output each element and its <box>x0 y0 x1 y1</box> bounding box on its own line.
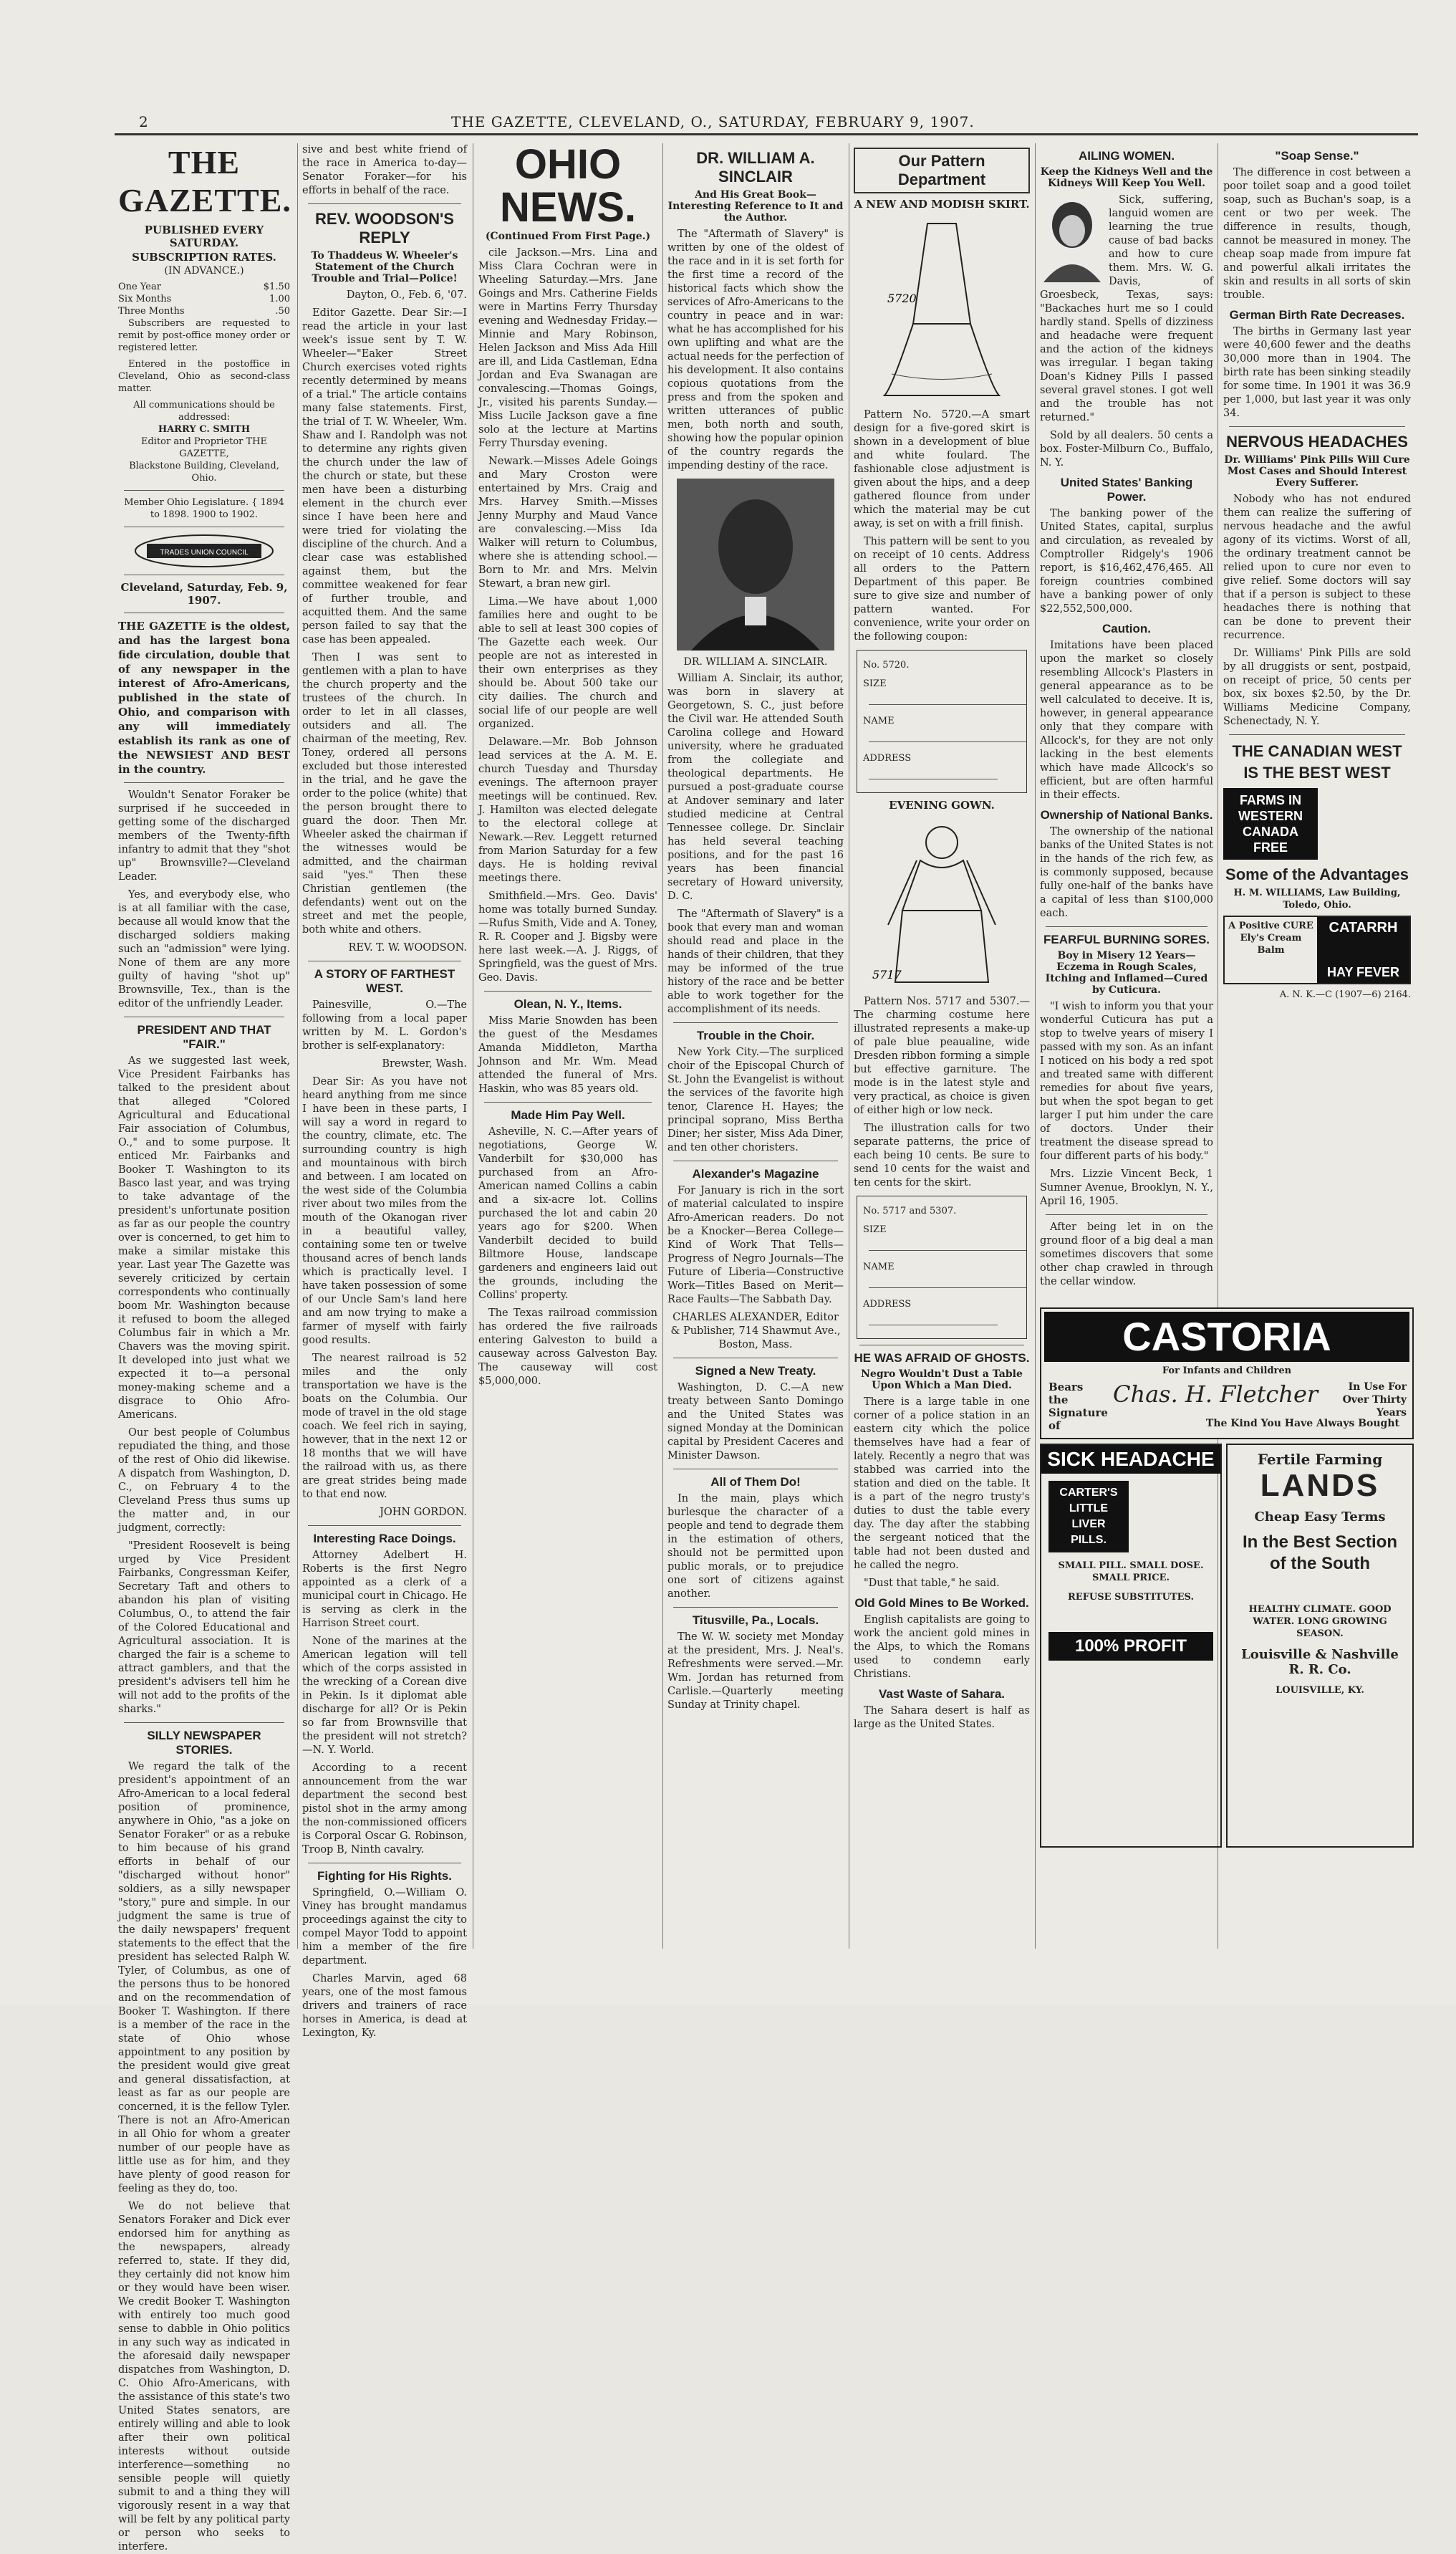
coupon-name-label: NAME <box>863 716 895 726</box>
article-paragraph: After being let in on the ground floor of a big deal a man sometimes discovers that some other chap crawled in through the cellar window. <box>1040 1221 1213 1287</box>
pattern-department-title: Our Pattern Department <box>897 152 986 188</box>
rate-term: Three Months <box>118 306 185 317</box>
advantages-headline: Some of the Advantages <box>1225 865 1409 883</box>
coupon-size-label: SIZE <box>863 1224 887 1235</box>
article-paragraph: The Sahara desert is half as large as the United States. <box>854 1705 1030 1730</box>
editor-name: HARRY C. SMITH <box>158 424 251 435</box>
article-paragraph: We regard the talk of the president's appointment of an Afro-American to a local federal position of prominence, anywhere in Ohio, "as a joke on Senator Foraker" or as a rebuke to him because of his grand efforts in behalf of our "discharged without honor" soldiers, as a silly newspaper "story," pure and simple. In our judgment the same is true of the daily newspapers' frequent statements to the effect that the president has selected Ralph W. Tyler, of Columbus, as one of the persons thus to be honored and on the recommendation of Booker T. Washington. If there is a member of the race in the state of Ohio whose appointment to any position by the president would give great and general dissatisfaction, at least as far as our people are concerned, it is the fellow Tyler. There is not an Afro-American in all Ohio for whom a greater number of our people have as little use as for him, and they have plenty of good reason for feeling as they do, too. <box>118 1761 290 2194</box>
article-paragraph: The difference in cost between a poor toilet soap and a good toilet soap, such as Buchan's soap, is a cent or two per week. The difference in results, though, cannot be measured in money. The cheap soap made from impure fat and powerful alkali irritates the skin and results in all sorts of skin trouble. <box>1223 167 1411 301</box>
article-paragraph: English capitalists are going to work the ancient gold mines in the Alps, to which the Romans used to condemn early Christians. <box>854 1614 1030 1680</box>
article-headline: A NEW AND MODISH SKIRT. <box>854 198 1030 211</box>
portrait-caption: DR. WILLIAM A. SINCLAIR. <box>683 656 828 668</box>
article-paragraph: The W. W. society met Monday at the president, Mrs. J. Neal's. Refreshments were served.—Mr. Wm. Jordan has returned from Carlisle.—Quarterly meeting Sunday at Trinity chapel. <box>667 1631 844 1711</box>
article-headline: Caution. <box>1102 622 1151 635</box>
article-paragraph: Pattern Nos. 5717 and 5307.—The charming costume here illustrated represents a make-up of pale blue peaualine, wide Dresden ribbon forming a simple but effective garniture. The mode is in the latest style and very practical, as choice is given of either high or low neck. <box>854 996 1030 1116</box>
advertiser-line: H. M. WILLIAMS, Law Building, Toledo, Ohio. <box>1233 888 1401 911</box>
top-rule <box>115 133 1418 135</box>
article-headline: Made Him Pay Well. <box>511 1108 625 1122</box>
coupon-address-label: ADDRESS <box>863 1299 912 1310</box>
article-headline: A STORY OF FARTHEST WEST. <box>314 967 455 995</box>
coupon-address-label: ADDRESS <box>863 753 912 764</box>
fertile-lands-ad <box>1226 1444 1414 1848</box>
article-subhead: (Continued From First Page.) <box>485 231 651 242</box>
article-paragraph: Imitations have been placed upon the market so closely resembling Allcock's Plasters in general appearance as to be well calculated to deceive. It is, however, in general appearance only that they compare with Allcock's, for they are not only lacking in the best elements which have made Allcock's so efficient, but are often harmful in their effects. <box>1040 640 1213 801</box>
article-paragraph: Newark.—Misses Adele Goings and Mary Croston were entertained by Mrs. Craig and Mrs. Harvey Smith.—Misses Jenny Murphy and Maud Vance are convalescing.—Miss Ida Walker will return to Columbus, where she is attending school.—Born to Mr. and Mrs. Melvin Stewart, a bran new girl. <box>478 456 657 590</box>
page-title: THE GAZETTE, CLEVELAND, O., SATURDAY, FEBRUARY 9, 1907. <box>451 113 975 130</box>
article-headline: Fighting for His Rights. <box>317 1869 452 1883</box>
best-section-label: In the Best Section of the South <box>1242 1532 1398 1573</box>
article-paragraph: Washington, D. C.—A new treaty between Santo Domingo and the United States was signed Monday at the Dominican capital by President Caceres and Minister Dawson. <box>667 1382 844 1461</box>
editor-address: Blackstone Building, Cleveland, Ohio. <box>129 461 279 484</box>
article-headline: Olean, N. Y., Items. <box>514 997 622 1011</box>
column-divider <box>297 143 298 1949</box>
paper-name: THE GAZETTE. <box>118 144 291 219</box>
article-paragraph: "Dust that table," he said. <box>864 1578 1000 1589</box>
article-paragraph: Pattern No. 5720.—A smart design for a five-gored skirt is shown in a development of blue and white foulard. The fashionable close adjustment is given about the hips, and a deep gathered flounce from under which the material may be cut away, is set on with a frill finish. <box>854 409 1030 529</box>
cure-label: A Positive CURE <box>1228 921 1313 931</box>
article-paragraph: According to a recent announcement from the war department the second best pistol shot in the army among the non-commissioned officers is Corporal Oscar G. Robinson, Troop B, Ninth cavalry. <box>302 1762 467 1856</box>
cheap-label: Cheap Easy Terms <box>1254 1509 1386 1525</box>
article-paragraph: Dayton, O., Feb. 6, '07. <box>346 289 467 301</box>
gown-number: 5717 <box>872 968 902 981</box>
article-subhead: Keep the Kidneys Well and the Kidneys Will Keep You Well. <box>1040 166 1213 189</box>
article-headline: SILLY NEWSPAPER STORIES. <box>147 1729 261 1757</box>
article-headline: Alexander's Magazine <box>692 1167 819 1181</box>
dateline: Cleveland, Saturday, Feb. 9, 1907. <box>120 581 288 607</box>
article-headline: Vast Waste of Sahara. <box>878 1687 1006 1701</box>
article-paragraph: The "Aftermath of Slavery" is written by one of the oldest of the race and in it is set forth for the first time a record of the historical facts which show the services of Afro-Americans to the country in peace and in war: what he has accomplished for his own uplifting and what are the actual needs for the perfection of his development. It also contains copious quotations from the press and from the spoken and written utterances of public men, both north and south, showing how the popular opinion of the country regards the impending destiny of the race. <box>667 229 844 471</box>
ohio-news-headline: OHIO NEWS. <box>499 141 637 231</box>
pattern-coupon[interactable] <box>857 650 1027 793</box>
union-label-icon <box>132 533 276 569</box>
rate-term: Six Months <box>118 294 172 304</box>
article-paragraph: As we suggested last week, Vice President Fairbanks has talked to the president about that alleged "Colored Agricultural and Educational Fair association of Columbus, O.," and to some purpose. It enticed Mr. Fairbanks and Booker T. Washington to its Basco last year, and was trying to take advantage of the president's unfortunate position as far as our people the country over is concerned, to get him to make a similar mistake this year. Last year The Gazette was severely criticized by certain correspondents who continually boom Mr. Washington because it refused to boom the alleged Columbus fair in which a Mr. Chavers was the moving spirit. It developed into just what we expected it to—a personal money-making scheme and a disgrace to Ohio Afro-Americans. <box>118 1055 290 1421</box>
article-headline: FEARFUL BURNING SORES. <box>1043 933 1210 946</box>
article-paragraph: Sold by all dealers. 50 cents a box. Foster-Milburn Co., Buffalo, N. Y. <box>1040 430 1213 469</box>
evening-gown-illustration <box>867 817 1017 989</box>
article-headline: Trouble in the Choir. <box>696 1029 815 1042</box>
editor-title: Editor and Proprietor THE GAZETTE, <box>140 436 267 459</box>
coupon-number: No. 5717 and 5307. <box>863 1206 957 1216</box>
article-paragraph: Charles Marvin, aged 68 years, one of the most famous drivers and trainers of race horses in America, is dead at Lexington, Ky. <box>302 1973 467 2039</box>
article-paragraph: Attorney Adelbert H. Roberts is the first Negro appointed as a clerk of a municipal court in Chicago. He is serving as clerk in the Harrison Street court. <box>302 1550 467 1629</box>
catarrh-ad <box>1223 916 1411 984</box>
circulation-claim: THE GAZETTE is the oldest, and has the largest bona fide circulation, double that of any newspaper in the interest of Afro-Americans, published in the state of Ohio, and comparison with any will immediately establish its rank as one of the NEWSIEST AND BEST in the country. <box>118 620 290 776</box>
article-paragraph: This pattern will be sent to you on receipt of 10 cents. Address all orders to the Pattern Department of this paper. Be sure to give size and number of pattern wanted. For convenience, write your order on the following coupon: <box>854 536 1030 643</box>
article-paragraph: None of the marines at the American legation will tell which of the corps assisted in the wrecking of a Corean dive in Pekin. Is it diplomat able discharge for all? Or is Pekin so far from Brownsville that the president will not stretch?—N. Y. World. <box>302 1636 467 1756</box>
article-paragraph: The Texas railroad commission has ordered the five railroads entering Galveston to build a causeway across Galveston Bay. The causeway will cost $5,000,000. <box>478 1307 657 1387</box>
rate-term: One Year <box>118 282 161 292</box>
article-headline: EVENING GOWN. <box>889 799 995 812</box>
article-paragraph: Our best people of Columbus repudiated the thing, and those of the rest of Ohio did likewise. A dispatch from Washington, D. C., on February 4 to the Cleveland Press thus sums up the matter and, in our judgment, correctly: <box>118 1427 290 1534</box>
article-paragraph: For January is rich in the sort of material calculated to inspire Afro-American readers. Do not be a Knocker—Berea College—Kind of Work That Tells—Progress of Negro Journals—The Future of Liberia—Constructive Work—Titles Based on Merit—Race Faults—The Sabbath Day. <box>667 1185 844 1305</box>
sick-headache-ad <box>1040 1444 1222 1848</box>
hayfever-label: HAY FEVER <box>1326 965 1400 979</box>
article-paragraph: Lima.—We have about 1,000 families here and ought to be able to sell at least 300 copies of The Gazette each week. Our people are not as interested in their own enterprises as they should be. About 500 take our city dailies. The church and social life of our people are well organized. <box>478 596 657 730</box>
subscription-rates-heading: SUBSCRIPTION RATES. <box>132 251 276 264</box>
union-label-text: TRADES UNION COUNCIL <box>160 549 249 557</box>
article-paragraph: Wouldn't Senator Foraker be surprised if he succeeded in getting some of the discharged members of the Twenty-fifth infantry to admit that they "shot up" Brownsville?—Cleveland Leader. <box>118 789 290 883</box>
farms-ad-block: FARMS IN WESTERN CANADA FREE <box>1223 788 1318 860</box>
publish-schedule: PUBLISHED EVERY SATURDAY. <box>144 224 264 249</box>
castoria-signature: Chas. H. Fletcher <box>1113 1381 1318 1408</box>
article-paragraph: New York City.—The surpliced choir of the Episcopal Church of St. John the Evangelist is without the services of the favorite high tenor, Clarence H. Hayes; the principal soprano, Miss Bertha Diner; her sister, Miss Ada Diner, and ten other choristers. <box>667 1047 844 1153</box>
profit-badge: 100% PROFIT <box>1048 1632 1213 1661</box>
carters-label: CARTER'S LITTLE LIVER PILLS. <box>1048 1481 1129 1552</box>
article-headline: AILING WOMEN. <box>1078 149 1175 163</box>
rates-table <box>118 281 290 317</box>
coupon-size-label: SIZE <box>863 678 887 689</box>
pattern-department-banner <box>854 148 1030 193</box>
small-pill-line: SMALL PILL. SMALL DOSE. SMALL PRICE. <box>1058 1560 1204 1583</box>
column-4 <box>667 143 844 1956</box>
article-paragraph: The illustration calls for two separate patterns, the price of each being 10 cents. Be sure to send 10 cents for the waist and ten cents for the skirt. <box>854 1123 1030 1189</box>
article-paragraph: Smithfield.—Mrs. Geo. Davis' home was totally burned Sunday.—Rufus Smith, Vide and A. Toney, R. R. Cooper and J. Bigsby were here last week.—A. J. Riggs, of Springfield, was the guest of Mrs. Geo. Davis. <box>478 890 657 984</box>
skirt-illustration <box>870 216 1013 403</box>
refuse-line: REFUSE SUBSTITUTES. <box>1067 1592 1194 1603</box>
article-headline: Interesting Race Doings. <box>313 1532 456 1545</box>
article-paragraph: Delaware.—Mr. Bob Johnson lead services at the A. M. E. church Tuesday and Thursday evenings. The afternoon prayer meetings will be continued. Rev. J. Hamilton was elected delegate to the electoral college at Newark.—Rev. Leggett returned from Marion Saturday for a few days. He is holding revival meetings there. <box>478 736 657 884</box>
article-paragraph: There is a large table in one corner of a police station in an eastern city which the police themselves have had a fear of lately. Recently a negro that was stabbed was carried into the station and died on the table. It is a part of the negro trusty's duties to dust the table every day. The day after the stabbing the sergeant noticed that the table had not been dusted and he called the negro. <box>854 1396 1030 1571</box>
coupon-size-field[interactable] <box>869 1250 1026 1251</box>
article-headline: Titusville, Pa., Locals. <box>692 1613 819 1627</box>
article-headline: "Soap Sense." <box>1275 149 1359 163</box>
woman-portrait-image <box>1040 196 1104 282</box>
article-paragraph: The banking power of the United States, capital, surplus and circulation, as revealed by Comptroller Ridgely's 1906 report, is $16,462,476,465. All foreign countries combined have a banking power of only $22,552,500,000. <box>1040 508 1213 615</box>
castoria-ad <box>1040 1307 1414 1439</box>
article-paragraph: We do not believe that Senators Foraker and Dick ever endorsed him for anything as the newspapers, already referred to, state. If they did, they certainly did not know him or they would have been wiser. We credit Booker T. Washington with entirely too much good sense to dabble in Ohio politics in any such way as indicated in the aforesaid daily newspaper dispatches from Washington, D. C. Ohio Afro-Americans, with the assistance of this state's two United States senators, are entirely willing and able to look after their own political interests without outside interference—something no sensible people will quietly submit to and a thing they will vigorously resent in a way that will be felt by any political party or person who seeks to interfere. <box>118 2201 290 2553</box>
column-1 <box>118 143 291 2553</box>
masthead <box>136 113 1411 130</box>
coupon-number: No. 5720. <box>863 660 910 671</box>
fertile-label: Fertile Farming <box>1257 1451 1383 1468</box>
article-signature: REV. T. W. WOODSON. <box>348 942 467 954</box>
article-paragraph: Sick, suffering, languid women are learning the true cause of bad backs and how to cure them. Mrs. W. G. Davis, of Groesbeck, Texas, says: "Backaches hurt me so I could hardly stand. Spells of dizziness and headache were frequent and the action of the kidneys was irregular. I began taking Doan's Kidney Pills I passed several gravel stones. I got well and the trouble has not returned." <box>1040 194 1213 423</box>
article-paragraph: Dr. Williams' Pink Pills are sold by all druggists or sent, postpaid, on receipt of price, 50 cents per box, six boxes $2.50, by the Dr. Williams Medicine Company, Schenectady, N. Y. <box>1223 648 1411 727</box>
article-paragraph: Yes, and everybody else, who is at all familiar with the case, because all would know that the discharged soldiers making such an "admission" were lying. None of them are any more guilty of having "shot up" Brownsville, Tex., than is the editor of the unfriendly Leader. <box>118 889 290 1009</box>
coupon-name-label: NAME <box>863 1262 895 1272</box>
canadian-west-headline: THE CANADIAN WEST IS THE BEST WEST <box>1232 742 1402 782</box>
article-subhead: And His Great Book—Interesting Reference to It and the Author. <box>667 189 844 224</box>
article-headline: PRESIDENT AND THAT "FAIR." <box>137 1023 271 1051</box>
catarrh-label: CATARRH <box>1329 920 1398 936</box>
article-paragraph: In the main, plays which burlesque the character of a people and tend to degrade them in the estimation of others, should not be permitted upon public morals, or to prejudice one sort of citizens against another. <box>667 1493 844 1600</box>
coupon-name-field[interactable] <box>869 1287 1026 1288</box>
article-paragraph: Asheville, N. C.—After years of negotiations, George W. Vanderbilt for $30,000 has purchased from an Afro-American named Collins a cabin and a six-acre lot. Collins purchased the lot and cabin 20 years ago for $200. When Vanderbilt decided to build Biltmore House, landscape gardeners and engineers laid out the grounds, including the Collins' property. <box>478 1126 657 1301</box>
member-line: Member Ohio Legislature. { 1894 to 1898. 1900 to 1902. <box>124 497 284 520</box>
lands-label: LANDS <box>1260 1468 1380 1503</box>
article-headline: German Birth Rate Decreases. <box>1229 308 1405 322</box>
skirt-number: 5720 <box>887 292 917 305</box>
article-headline: United States' Banking Power. <box>1060 476 1193 504</box>
article-paragraph: Painesville, O.—The following from a local paper written by M. L. Gordon's brother is self-explanatory: <box>302 999 467 1052</box>
article-paragraph: Dear Sir: As you have not heard anything from me since I have been in these parts, I will say a word in regard to the country, climate, etc. The surrounding country is high and mountainous with birch and between. I am located on the west side of the Columbia river about two miles from the mouth of the Okanogan river in a beautiful valley, containing some ten or twelve thousand acres of bench lands which is practically level. I have taken possession of some of our Uncle Sam's land here and am now trying to make a farmer of myself with fairly good results. <box>302 1076 467 1346</box>
article-paragraph: Springfield, O.—William O. Viney has brought mandamus proceedings against the city to compel Mayor Todd to appoint him a member of the fire department. <box>302 1887 467 1967</box>
ank-line: A. N. K.—C (1907—6) 2164. <box>1279 989 1411 1000</box>
article-paragraph: "President Roosevelt is being urged by Vice President Fairbanks, Congressman Keifer, Secretary Taft and others to abandon his plan of visiting Columbus, O., to attend the fair of the Colored Educational and Agricultural association. It is charged the fair is a scheme to attract gamblers, and that the president's advisers tell him he will not add to the profits of the sharks." <box>118 1540 290 1715</box>
castoria-title: CASTORIA <box>1044 1312 1409 1362</box>
castoria-years: In Use For Over Thirty Years <box>1342 1381 1407 1418</box>
castoria-subtitle: For Infants and Children <box>1162 1365 1292 1376</box>
article-paragraph: cile Jackson.—Mrs. Lina and Miss Clara Cochran were in Wheeling Saturday.—Mrs. Jane Goings and Mrs. Catherine Fields were in Martins Ferry Thursday evening and Wednesday Friday.—Minnie and Mary Robinson, Helen Jackson and Miss Ada Hill are ill, and Lida Castleman, Edna Jordan and Eva Swanagan are convalescing.—Thomas Goings, Jr., visited his parents Sunday.—Miss Lucile Jackson gave a fine solo at the lecture at Martins Ferry Thursday evening. <box>478 247 657 449</box>
article-subhead: To Thaddeus W. Wheeler's Statement of the Church Trouble and Trial—Police! <box>311 250 458 284</box>
postoffice-notice: Entered in the postoffice in Cleveland, Ohio as second-class matter. <box>118 359 290 394</box>
louisville-line: LOUISVILLE, KY. <box>1276 1685 1364 1696</box>
article-paragraph: The nearest railroad is 52 miles and the only transportation we have is the boats on the Columbia. Our mode of travel in the old stage coach. We feel rich in saying, however, that in the next 12 or 18 months that we will have the railroad with us, as there are great strides being made to that end now. <box>302 1353 467 1500</box>
railroad-name: Louisville & Nashville R. R. Co. <box>1241 1647 1399 1677</box>
article-subhead: Dr. Williams' Pink Pills Will Cure Most Cases and Should Interest Every Sufferer. <box>1224 454 1410 489</box>
coupon-size-field[interactable] <box>869 704 1026 705</box>
castoria-bought: The Kind You Have Always Bought <box>1205 1418 1399 1429</box>
article-paragraph: Nobody who has not endured them can realize the suffering of nervous headache and the awful agony of its victims. Worst of all, the ordinary treatment cannot be relied upon to cure nor even to give relief. Some doctors will say that if a person is subject to these headaches there is nothing that can be done to prevent their recurrence. <box>1223 494 1411 641</box>
portrait-image <box>677 479 834 650</box>
rate-price: 1.00 <box>269 294 290 304</box>
column-2 <box>302 143 467 2039</box>
article-paragraph: The "Aftermath of Slavery" is a book that every man and woman should read and place in the hands of their children, that they may be informed of the true history of the race and be better able to work together for the accomplishment of its needs. <box>667 908 844 1015</box>
castoria-bears: Bears the Signature of <box>1048 1381 1108 1432</box>
article-paragraph: Then I was sent to gentlemen with a plan to have the church property and the trustees of the church. In order to let in all classes, outsiders and all. The chairman of the meeting, Rev. Toney, ordered all persons excluded but those interested in the trial, and he gave the order to the police (white) that the person brought there to guard the door. Then Mr. Wheeler asked the chairman if the witnesses would be admitted, and the chairman said "yes." Then these Christian gentlemen (the defendants) went out on the street and met the people, both white and others. <box>302 652 467 936</box>
balm-label: Ely's Cream Balm <box>1240 933 1302 956</box>
article-subhead: Negro Wouldn't Dust a Table Upon Which a Man Died. <box>861 1368 1023 1391</box>
article-headline: All of Them Do! <box>710 1475 801 1489</box>
column-5 <box>854 143 1030 1956</box>
article-paragraph: Miss Marie Snowden has been the guest of the Mesdames Amanda Middleton, Martha Johnson and Mr. Wm. Mead attended the funeral of Mrs. Haskin, who was 85 years old. <box>478 1015 657 1095</box>
healthy-line: HEALTHY CLIMATE. GOOD WATER. LONG GROWING SEASON. <box>1248 1604 1392 1639</box>
article-headline: HE WAS AFRAID OF GHOSTS. <box>854 1351 1030 1365</box>
rate-price: $1.50 <box>263 282 290 292</box>
address-line: All communications should be addressed: <box>133 400 275 423</box>
column-divider <box>662 143 663 1949</box>
article-paragraph: Editor Gazette. Dear Sir:—I read the article in your last week's issue sent by T. W. Wheeler—"Eaker Street Church exercises voted rights recently determined by means of a trial." The article contains many false statements. First, the trial of T. W. Wheeler, Wm. Shaw and I. Randolph was not to determine any rights given the church under the law of the church or state, but these men have been a disturbing element in the church ever since I have been here and were tried for violating the discipline of the church. And a clear case was established against them, but the committee weakened for fear of further trouble, and acquitted them. And the same person failed to say that the case has been appealed. <box>302 307 467 645</box>
article-subhead: Boy in Misery 12 Years—Eczema in Rough Scales, Itching and Inflamed—Cured by Cuticura. <box>1045 950 1208 996</box>
article-paragraph: CHARLES ALEXANDER, Editor & Publisher, 714 Shawmut Ave., Boston, Mass. <box>670 1312 841 1350</box>
page-number: 2 <box>139 113 149 130</box>
article-paragraph: "I wish to inform you that your wonderful Cuticura has put a stop to twelve years of misery I passed with my son. As an infant I noticed on his body a red spot and treated same with different remedies for about five years, but when the spot began to get larger I put him under the care of doctors. Under their treatment the disease spread to four different parts of his body." <box>1040 1001 1213 1162</box>
article-paragraph: William A. Sinclair, its author, was born in slavery at Georgetown, S. C., just before the Civil war. He attended South Carolina college and Howard university, where he graduated from the collegiate and theological departments. He pursued a post-graduate course at Andover seminary and later studied medicine at Central Tennessee college. Dr. Sinclair has held several teaching positions, and for the past 16 years has been financial secretary of Howard university, D. C. <box>667 673 844 902</box>
article-headline: REV. WOODSON'S REPLY <box>315 210 454 246</box>
column-divider <box>1035 143 1036 1949</box>
article-paragraph: Brewster, Wash. <box>382 1058 467 1070</box>
article-paragraph: The ownership of the national banks of the United States is not in the hands of the rich few, as is commonly supposed, because fully one-half of the banks have a capital of less than $100,000 each. <box>1040 826 1213 919</box>
article-headline: Ownership of National Banks. <box>1040 808 1213 822</box>
coupon-name-field[interactable] <box>869 741 1026 742</box>
article-headline: Old Gold Mines to Be Worked. <box>854 1596 1029 1610</box>
article-headline: DR. WILLIAM A. SINCLAIR <box>696 149 815 186</box>
rate-price: .50 <box>275 306 290 317</box>
article-headline: Signed a New Treaty. <box>695 1364 816 1378</box>
pattern-coupon[interactable] <box>857 1196 1027 1339</box>
article-signature: JOHN GORDON. <box>380 1507 467 1518</box>
article-paragraph: Mrs. Lizzie Vincent Beck, 1 Sumner Avenue, Brooklyn, N. Y., April 16, 1905. <box>1040 1168 1213 1207</box>
subscriber-notice: Subscribers are requested to remit by post-office money order or registered letter. <box>118 318 290 353</box>
article-headline: NERVOUS HEADACHES <box>1226 433 1408 451</box>
article-paragraph: sive and best white friend of the race in America to-day—Senator Foraker—for his efforts in behalf of the race. <box>302 144 467 196</box>
in-advance: (IN ADVANCE.) <box>164 265 244 277</box>
sick-headache-title: SICK HEADACHE <box>1041 1445 1220 1474</box>
column-3 <box>478 143 657 1956</box>
article-paragraph: The births in Germany last year were 40,600 fewer and the deaths 30,000 more than in 1904. The birth rate has been sinking steadily for some time. In 1901 it was 36.9 per 1,000, but last year it was only 34. <box>1223 326 1411 419</box>
